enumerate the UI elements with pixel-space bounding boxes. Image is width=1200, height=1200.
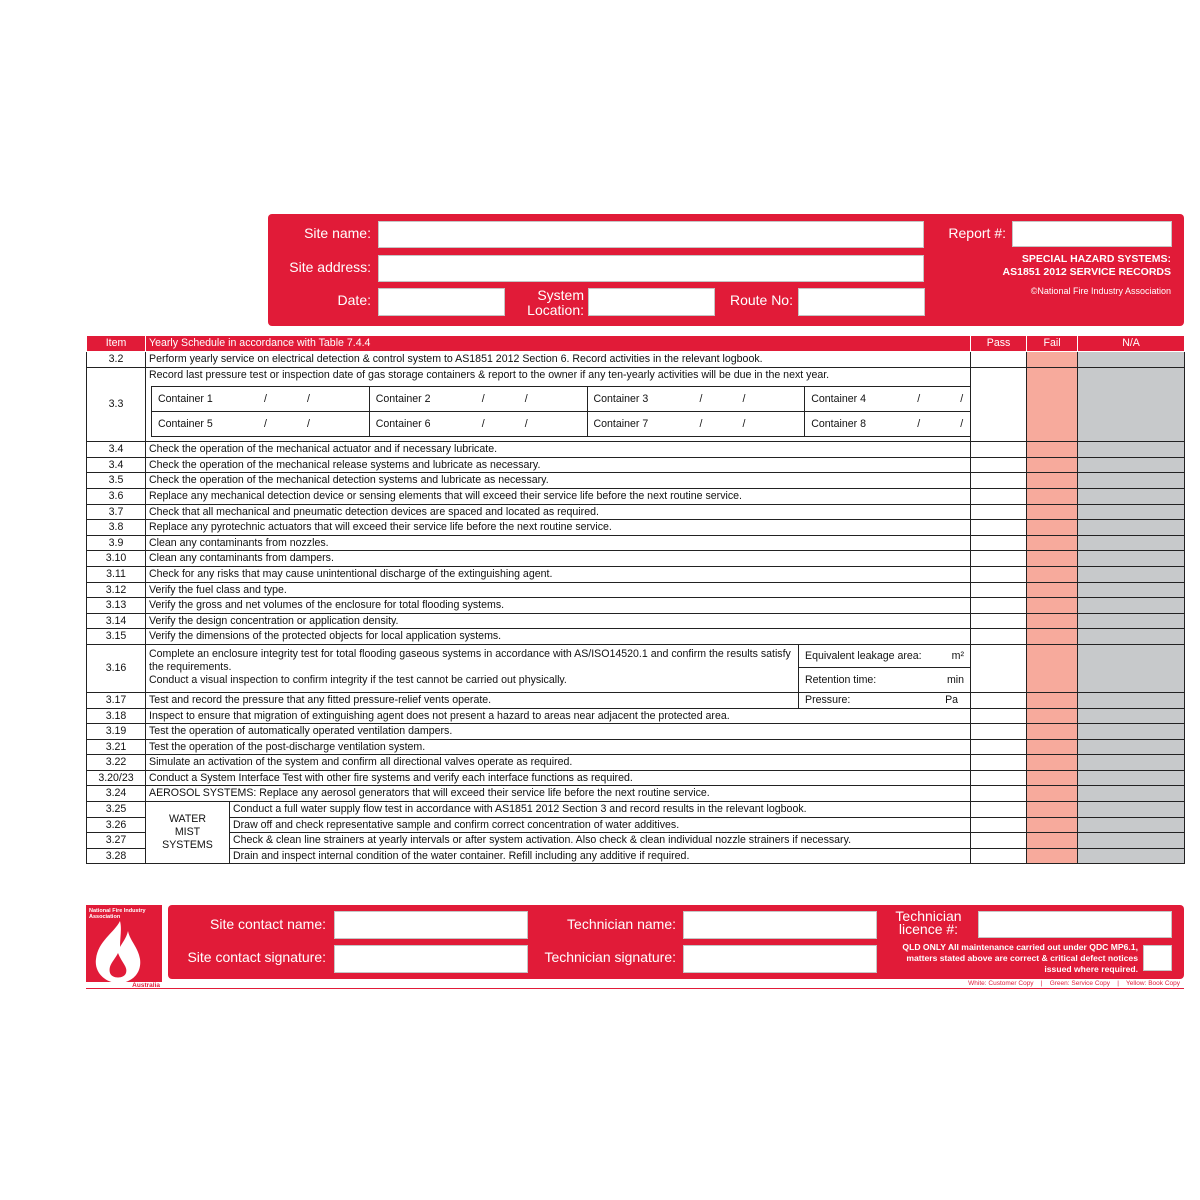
report-label: Report #: [948,225,1006,241]
item-number: 3.6 [87,488,146,504]
container-label: Container 3 [593,392,649,405]
item-description: Check that all mechanical and pneumatic detection devices are spaced and located as required. [146,504,971,520]
na-cell[interactable] [1078,352,1185,368]
fail-cell[interactable] [1027,770,1078,786]
na-cell[interactable] [1078,367,1185,442]
container-label: Container 8 [811,417,867,430]
fail-cell[interactable] [1027,442,1078,458]
table-row [87,520,1185,536]
fail-cell[interactable] [1027,644,1078,692]
item-description: Check for any risks that may cause unintentional discharge of the extinguishing agent. [146,566,971,582]
pass-cell[interactable] [971,488,1027,504]
item-number: 3.11 [87,566,146,582]
container-date-cell[interactable]: Container 5 / / [152,412,370,437]
site-address-field[interactable] [378,255,924,282]
item-number: 3.20/23 [87,770,146,786]
item-number: 3.25 [87,802,146,818]
pass-cell[interactable] [971,724,1027,740]
na-cell[interactable] [1078,613,1185,629]
fail-cell[interactable] [1027,692,1078,708]
na-cell[interactable] [1078,582,1185,598]
table-row [87,551,1185,567]
service-table [86,335,1185,864]
item-number: 3.10 [87,551,146,567]
pass-cell[interactable] [971,352,1027,368]
fail-cell[interactable] [1027,488,1078,504]
na-cell[interactable] [1078,724,1185,740]
pass-cell[interactable] [971,598,1027,614]
technician-licence-label: Technician licence #: [895,908,962,937]
pass-cell[interactable] [971,739,1027,755]
item-description: Draw off and check representative sample and confirm correct concentration of water additives. [230,817,971,833]
fail-cell[interactable] [1027,367,1078,442]
container-label: Container 7 [593,417,649,430]
table-row [87,817,1185,833]
na-cell[interactable] [1078,802,1185,818]
site-contact-signature-label: Site contact signature: [187,949,326,965]
fail-cell[interactable] [1027,551,1078,567]
container-label: Container 2 [375,392,431,405]
item-number: 3.12 [87,582,146,598]
fail-cell[interactable] [1027,755,1078,771]
item-description: Simulate an activation of the system and confirm all directional valves operate as required. [146,755,971,771]
pass-cell[interactable] [971,520,1027,536]
pass-cell[interactable] [971,442,1027,458]
item-description: Clean any contaminants from dampers. [146,551,971,567]
na-cell[interactable] [1078,817,1185,833]
container-cell [146,367,971,442]
item-description: Check the operation of the mechanical detection systems and lubricate as necessary. [146,473,971,489]
route-label: Route No: [729,292,793,308]
table-row [87,457,1185,473]
table-row [87,786,1185,802]
item-number: 3.14 [87,613,146,629]
item-number: 3.15 [87,629,146,645]
pass-cell[interactable] [971,457,1027,473]
item-description: Check & clean line strainers at yearly intervals or after system activation. Also check & clean individual nozzle strainers if necessary. [230,833,971,849]
fail-cell[interactable] [1027,566,1078,582]
table-row [87,802,1185,818]
pressure-field[interactable]: Pressure: Pa [799,692,971,708]
table-row [87,770,1185,786]
fail-cell[interactable] [1027,598,1078,614]
item-number: 3.9 [87,535,146,551]
site-name-field[interactable] [378,221,924,248]
nfia-logo: National Fire Industry Association [86,905,162,989]
pass-cell[interactable] [971,770,1027,786]
item-description: Check the operation of the mechanical release systems and lubricate as necessary. [146,457,971,473]
technician-licence-field[interactable] [978,911,1172,938]
na-cell[interactable] [1078,535,1185,551]
route-field[interactable] [798,288,925,316]
container-label: Container 4 [811,392,867,405]
item-number: 3.27 [87,833,146,849]
table-row [87,613,1185,629]
na-cell[interactable] [1078,473,1185,489]
table-row [87,582,1185,598]
site-contact-name-field[interactable] [334,911,528,939]
na-cell[interactable] [1078,598,1185,614]
na-cell[interactable] [1078,848,1185,864]
item-description: Conduct a full water supply flow test in accordance with AS1851 2012 Section 3 and record results in the relevant logbook. [230,802,971,818]
na-cell[interactable] [1078,504,1185,520]
table-header-row [87,336,1185,352]
retention-time-field[interactable]: Retention time: min [805,673,965,686]
container-label: Container 6 [375,417,431,430]
fail-cell[interactable] [1027,504,1078,520]
na-cell[interactable] [1078,566,1185,582]
date-label: Date: [337,292,371,308]
table-row [87,566,1185,582]
fail-cell[interactable] [1027,708,1078,724]
container-row [152,387,971,412]
fail-cell[interactable] [1027,802,1078,818]
pass-cell[interactable] [971,786,1027,802]
pass-cell[interactable] [971,582,1027,598]
site-contact-signature-field[interactable] [334,945,528,973]
col-na-header: N/A [1078,336,1185,352]
item-description: Perform yearly service on electrical detection & control system to AS1851 2012 Section 6. Record activities in the relevant logbook. [146,352,971,368]
na-cell[interactable] [1078,692,1185,708]
item-description: Clean any contaminants from nozzles. [146,535,971,551]
container-date-cell[interactable]: Container 4 / / [805,387,971,412]
container-row [152,412,971,437]
measurement-cell [799,644,971,692]
leakage-area-field[interactable]: Equivalent leakage area: m² [799,645,970,668]
container-label: Container 1 [158,392,213,405]
table-row [87,739,1185,755]
item-description: Replace any pyrotechnic actuators that will exceed their service life before the next routine service. [146,520,971,536]
na-cell[interactable] [1078,629,1185,645]
table-row [87,724,1185,740]
na-cell[interactable] [1078,833,1185,849]
na-cell[interactable] [1078,739,1185,755]
container-date-cell[interactable]: Container 6 / / [369,412,587,437]
na-cell[interactable] [1078,786,1185,802]
item-description: Verify the gross and net volumes of the enclosure for total flooding systems. [146,598,971,614]
fail-cell[interactable] [1027,724,1078,740]
na-cell[interactable] [1078,442,1185,458]
item-number: 3.17 [87,692,146,708]
container-date-cell[interactable]: Container 3 / / [587,387,805,412]
item-description: Record last pressure test or inspection date of gas storage containers & report to the owner if any ten-yearly activities will be due in the next year. [149,368,830,381]
na-cell[interactable] [1078,457,1185,473]
table-row [87,848,1185,864]
item-number: 3.28 [87,848,146,864]
item-number: 3.21 [87,739,146,755]
item-description: Test and record the pressure that any fitted pressure-relief vents operate. [146,692,799,708]
item-description: Verify the dimensions of the protected objects for local application systems. [146,629,971,645]
na-cell[interactable] [1078,644,1185,692]
item-number: 3.26 [87,817,146,833]
site-contact-name-label: Site contact name: [210,916,326,932]
pass-cell[interactable] [971,755,1027,771]
table-row [87,367,1185,442]
table-row [87,629,1185,645]
na-cell[interactable] [1078,770,1185,786]
qld-note: QLD ONLY All maintenance carried out under QDC MP6.1, matters stated above are correct & critical defect notices issued where required. [902,942,1138,974]
item-description: Inspect to ensure that migration of extinguishing agent does not present a hazard to areas near adjacent the protected area. [146,708,971,724]
copy-distribution: White: Customer Copy | Green: Service Copy | Yellow: Book Copy [968,980,1180,987]
table-row [87,833,1185,849]
na-cell[interactable] [1078,520,1185,536]
item-description: Conduct a System Interface Test with other fire systems and verify each interface functions as required. [146,770,971,786]
fail-cell[interactable] [1027,613,1078,629]
item-number: 3.16 [87,644,146,692]
table-row [87,708,1185,724]
table-row [87,442,1185,458]
technician-signature-field[interactable] [683,945,877,973]
na-cell[interactable] [1078,488,1185,504]
table-row [87,535,1185,551]
qld-checkbox[interactable] [1143,945,1172,971]
table-row [87,504,1185,520]
pass-cell[interactable] [971,613,1027,629]
technician-signature-label: Technician signature: [544,949,676,965]
table-row [87,692,1185,708]
item-number: 3.7 [87,504,146,520]
item-number: 3.24 [87,786,146,802]
table-row [87,598,1185,614]
technician-name-label: Technician name: [567,916,676,932]
item-number: 3.22 [87,755,146,771]
col-desc-header: Yearly Schedule in accordance with Table 7.4.4 [146,336,971,352]
container-date-cell[interactable]: Container 8 / / [805,412,971,437]
pass-cell[interactable] [971,802,1027,818]
report-field[interactable] [1012,221,1172,247]
pass-cell[interactable] [971,817,1027,833]
pass-cell[interactable] [971,708,1027,724]
na-cell[interactable] [1078,708,1185,724]
item-number: 3.2 [87,352,146,368]
footer-panel [168,905,1184,979]
pass-cell[interactable] [971,504,1027,520]
item-number: 3.19 [87,724,146,740]
na-cell[interactable] [1078,551,1185,567]
pass-cell[interactable] [971,551,1027,567]
fail-cell[interactable] [1027,457,1078,473]
item-number: 3.3 [87,367,146,442]
pass-cell[interactable] [971,473,1027,489]
container-grid [151,386,971,437]
fail-cell[interactable] [1027,582,1078,598]
item-number: 3.8 [87,520,146,536]
pass-cell[interactable] [971,848,1027,864]
col-pass-header: Pass [971,336,1027,352]
fail-cell[interactable] [1027,535,1078,551]
site-address-label: Site address: [289,259,371,275]
pass-cell[interactable] [971,629,1027,645]
flame-icon [90,919,146,983]
item-number: 3.4 [87,442,146,458]
footer-divider [86,988,1184,989]
pass-cell[interactable] [971,692,1027,708]
container-date-cell[interactable]: Container 7 / / [587,412,805,437]
table-row [87,755,1185,771]
item-description: Verify the fuel class and type. [146,582,971,598]
fail-cell[interactable] [1027,739,1078,755]
copyright: ©National Fire Industry Association [1030,286,1171,296]
fail-cell[interactable] [1027,833,1078,849]
pass-cell[interactable] [971,644,1027,692]
item-number: 3.13 [87,598,146,614]
table-row [87,352,1185,368]
table-row [87,473,1185,489]
form-title: SPECIAL HAZARD SYSTEMS: AS1851 2012 SERVICE RECORDS [1002,253,1171,278]
fail-cell[interactable] [1027,352,1078,368]
item-number: 3.5 [87,473,146,489]
col-item-header: Item [87,336,146,352]
system-location-label: System Location: [527,287,584,318]
technician-name-field[interactable] [683,911,877,939]
pass-cell[interactable] [971,367,1027,442]
item-description: Drain and inspect internal condition of the water container. Refill including any additive if required. [230,848,971,864]
container-label: Container 5 [158,417,213,430]
pass-cell[interactable] [971,833,1027,849]
item-number: 3.18 [87,708,146,724]
system-location-field[interactable] [588,288,715,316]
header-panel [268,214,1184,326]
date-field[interactable] [378,288,505,316]
table-row [87,644,1185,692]
water-mist-label: WATER MIST SYSTEMS [146,802,230,864]
container-date-cell[interactable]: Container 1 / / [152,387,370,412]
item-description: Replace any mechanical detection device or sensing elements that will exceed their service life before the next routine service. [146,488,971,504]
fail-cell[interactable] [1027,848,1078,864]
fail-cell[interactable] [1027,473,1078,489]
item-description: Test the operation of the post-discharge ventilation system. [146,739,971,755]
item-description: Test the operation of automatically operated ventilation dampers. [146,724,971,740]
fail-cell[interactable] [1027,629,1078,645]
item-description: AEROSOL SYSTEMS: Replace any aerosol generators that will exceed their service life before the next routine service. [146,786,971,802]
fail-cell[interactable] [1027,817,1078,833]
fail-cell[interactable] [1027,520,1078,536]
table-row [87,488,1185,504]
fail-cell[interactable] [1027,786,1078,802]
col-fail-header: Fail [1027,336,1078,352]
na-cell[interactable] [1078,755,1185,771]
item-description: Complete an enclosure integrity test for total flooding gaseous systems in accordance with AS/ISO14520.1 and confirm the results satisfy the requirements. Conduct a visual inspection to confirm integrity if the test cannot be carried out physically. [146,644,799,692]
site-name-label: Site name: [304,225,371,241]
item-number: 3.4 [87,457,146,473]
container-date-cell[interactable]: Container 2 / / [369,387,587,412]
item-description: Check the operation of the mechanical actuator and if necessary lubricate. [146,442,971,458]
pass-cell[interactable] [971,566,1027,582]
pass-cell[interactable] [971,535,1027,551]
item-description: Verify the design concentration or application density. [146,613,971,629]
